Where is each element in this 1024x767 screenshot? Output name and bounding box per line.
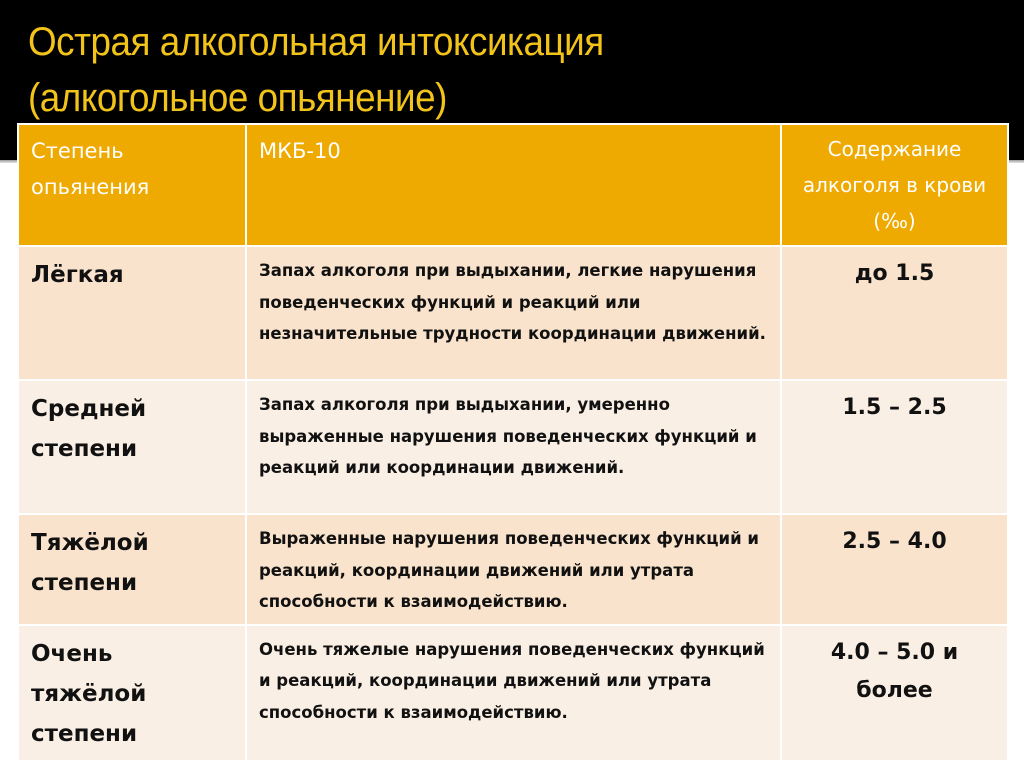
slide-title	[28, 14, 604, 126]
cell-description: Запах алкоголя при выдыхании, легкие нарушения поведенческих функций и реакций или незначительные трудности координации движений.	[246, 246, 781, 380]
header-blood-alcohol: Содержание алкоголя в крови (‰)	[781, 124, 1008, 246]
cell-blood-alcohol: до 1.5	[781, 246, 1008, 380]
cell-degree: Лёгкая	[18, 246, 246, 380]
table-header-row	[18, 124, 1008, 246]
header-icd10: МКБ-10	[246, 124, 781, 246]
cell-degree: Очень тяжёлой степени	[18, 625, 246, 761]
slide-title-line-1: Острая алкогольная интоксикация	[28, 20, 604, 64]
cell-blood-alcohol: 2.5 – 4.0	[781, 514, 1008, 625]
table-body	[18, 246, 1008, 761]
table-header	[18, 124, 1008, 246]
table-row	[18, 625, 1008, 761]
table-row	[18, 514, 1008, 625]
header-degree: Степень опьянения	[18, 124, 246, 246]
cell-blood-alcohol: 1.5 – 2.5	[781, 380, 1008, 514]
cell-description: Запах алкоголя при выдыхании, умеренно выраженные нарушения поведенческих функций и реакций или координации движений.	[246, 380, 781, 514]
slide-title-line-2: (алкогольное опьянение)	[28, 76, 447, 120]
cell-description: Очень тяжелые нарушения поведенческих функций и реакций, координации движений или утрата способности к взаимодействию.	[246, 625, 781, 761]
cell-degree: Средней степени	[18, 380, 246, 514]
table-row	[18, 246, 1008, 380]
intoxication-degrees-table	[17, 123, 1009, 762]
table-row	[18, 380, 1008, 514]
cell-degree: Тяжёлой степени	[18, 514, 246, 625]
cell-blood-alcohol: 4.0 – 5.0 и более	[781, 625, 1008, 761]
cell-description: Выраженные нарушения поведенческих функций и реакций, координации движений или утрата способности к взаимодействию.	[246, 514, 781, 625]
